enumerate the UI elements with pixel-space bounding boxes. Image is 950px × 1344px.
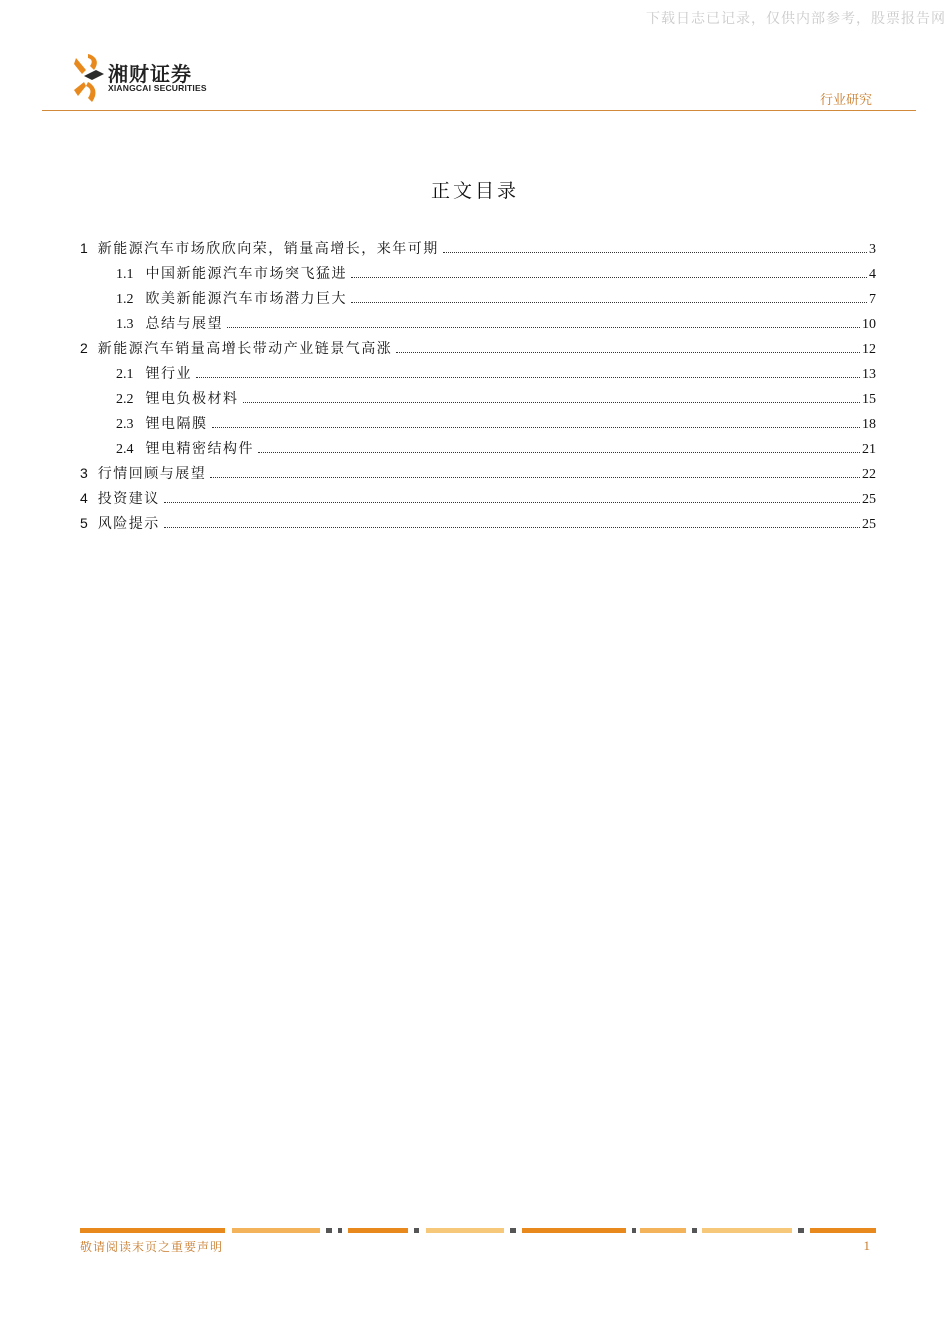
toc-entry-page: 25 — [862, 517, 876, 532]
toc-entry-number: 1.1 — [116, 267, 134, 282]
toc-entry-title: 行情回顾与展望 — [97, 466, 207, 482]
toc-entry[interactable] — [80, 388, 876, 413]
toc-leader-dots — [351, 276, 867, 278]
watermark-text: 下载日志已记录，仅供内部参考，股票报告网 — [646, 11, 946, 27]
logo-english-name: XIANGCAI SECURITIES — [108, 83, 207, 93]
toc-entry-page: 10 — [862, 317, 876, 332]
toc-entry-number: 2.4 — [116, 442, 134, 457]
toc-entry-title: 新能源汽车销量高增长带动产业链景气高涨 — [97, 341, 393, 357]
toc-entry-title: 新能源汽车市场欣欣向荣，销量高增长，来年可期 — [97, 241, 439, 257]
toc-entry[interactable] — [80, 338, 876, 363]
toc-entry[interactable] — [80, 513, 876, 538]
toc-leader-dots — [164, 526, 860, 528]
toc-leader-dots — [243, 401, 861, 403]
toc-entry-page: 25 — [862, 492, 876, 507]
toc-entry[interactable] — [80, 363, 876, 388]
report-category: 行业研究 — [819, 93, 872, 108]
toc-entry[interactable] — [80, 288, 876, 313]
page-number: 1 — [863, 1238, 870, 1253]
toc-entry[interactable] — [80, 413, 876, 438]
toc-entry-page: 7 — [869, 292, 876, 307]
toc-entry-title: 锂电隔膜 — [145, 416, 208, 432]
toc-entry-title: 锂电负极材料 — [145, 391, 239, 407]
toc-entry-number: 4 — [80, 490, 88, 506]
logo-mark-icon — [74, 50, 106, 106]
toc-entry-page: 13 — [862, 367, 876, 382]
toc-entry-page: 21 — [862, 442, 876, 457]
toc-entry-page: 12 — [862, 342, 876, 357]
toc-leader-dots — [227, 326, 860, 328]
toc-entry-title: 锂电精密结构件 — [145, 441, 254, 457]
toc-leader-dots — [351, 301, 867, 303]
toc-entry-title: 欧美新能源汽车市场潜力巨大 — [145, 291, 347, 307]
toc-entry-number: 1 — [80, 240, 88, 256]
toc-entry[interactable] — [80, 463, 876, 488]
toc-entry-page: 4 — [869, 267, 876, 282]
toc-entry-number: 5 — [80, 515, 88, 531]
toc-entry-number: 1.2 — [116, 292, 134, 307]
toc-entry-page: 22 — [862, 467, 876, 482]
logo-chinese-name: 湘财证券 — [108, 62, 192, 86]
toc-leader-dots — [210, 476, 860, 478]
toc-entry[interactable] — [80, 263, 876, 288]
toc-leader-dots — [396, 351, 860, 353]
toc-entry-title: 锂行业 — [145, 366, 192, 382]
footer-decorative-bar — [80, 1228, 876, 1233]
toc-leader-dots — [196, 376, 860, 378]
toc-entry-page: 3 — [869, 242, 876, 257]
toc-leader-dots — [164, 501, 860, 503]
toc-title: 正文目录 — [430, 180, 519, 202]
toc-entry-title: 中国新能源汽车市场突飞猛进 — [145, 266, 347, 282]
company-logo — [74, 50, 254, 106]
footer-disclaimer-note: 敬请阅读末页之重要声明 — [80, 1240, 224, 1254]
toc-leader-dots — [443, 251, 867, 253]
toc-leader-dots — [258, 451, 860, 453]
toc-entry-page: 15 — [862, 392, 876, 407]
toc-entry-title: 总结与展望 — [145, 316, 223, 332]
toc-entry[interactable] — [80, 238, 876, 263]
table-of-contents — [80, 238, 876, 538]
toc-entry-page: 18 — [862, 417, 876, 432]
toc-entry-number: 2.3 — [116, 417, 134, 432]
toc-entry[interactable] — [80, 488, 876, 513]
toc-entry-title: 投资建议 — [97, 491, 160, 507]
toc-entry-number: 2.1 — [116, 367, 134, 382]
toc-entry-number: 2 — [80, 340, 88, 356]
toc-entry-title: 风险提示 — [97, 516, 160, 532]
toc-entry[interactable] — [80, 313, 876, 338]
toc-entry-number: 2.2 — [116, 392, 134, 407]
toc-entry[interactable] — [80, 438, 876, 463]
toc-entry-number: 3 — [80, 465, 88, 481]
toc-leader-dots — [212, 426, 861, 428]
toc-entry-number: 1.3 — [116, 317, 134, 332]
header-divider — [42, 110, 916, 111]
